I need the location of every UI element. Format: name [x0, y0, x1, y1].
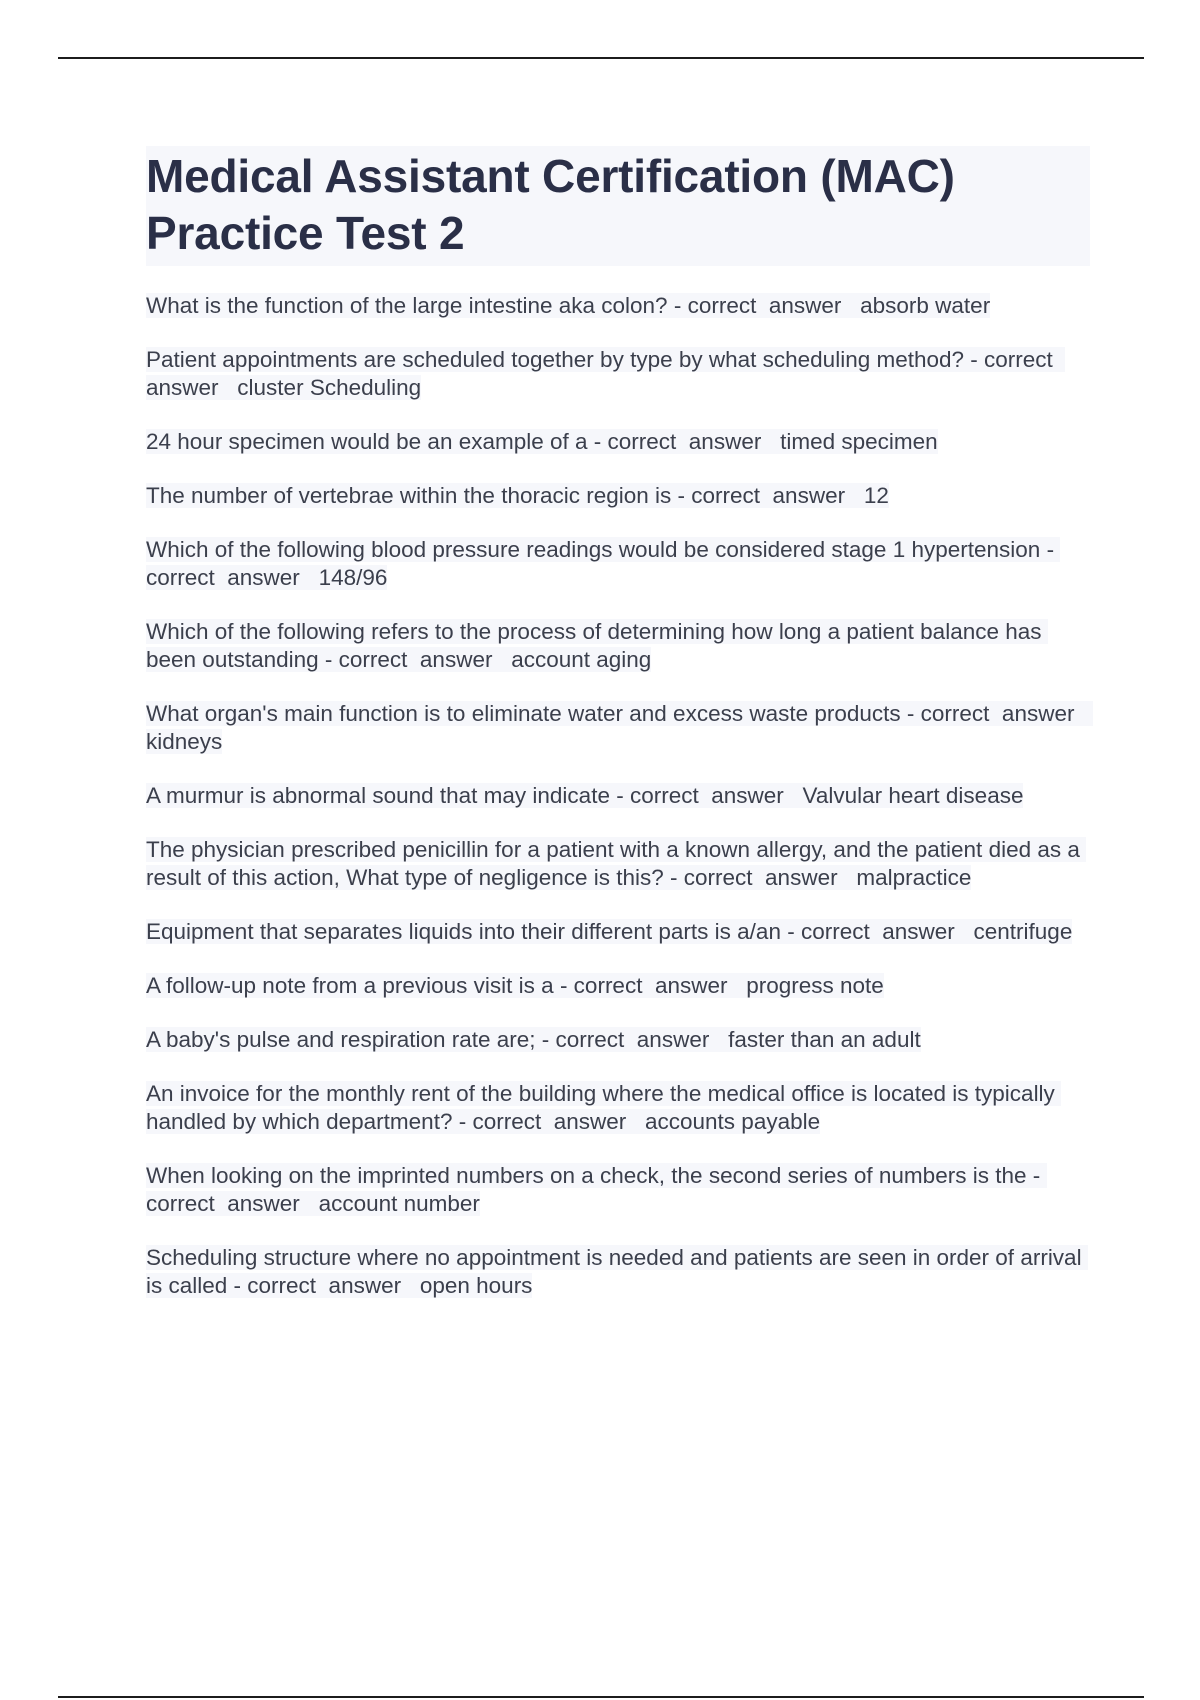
answer-separator: - correct answer: [227, 1273, 420, 1298]
answer-separator: - correct answer: [900, 701, 1094, 726]
answer-separator: - correct answer: [663, 865, 857, 890]
answer-text: Valvular heart disease: [802, 783, 1024, 808]
answer-separator: - correct answer: [553, 973, 747, 998]
question-answer-list: [146, 292, 1094, 1300]
question-text: Which of the following refers to the process of determining how long a patient balance has been outstanding: [146, 619, 1048, 672]
answer-text: centrifuge: [973, 919, 1073, 944]
answer-text: accounts payable: [645, 1109, 821, 1134]
qa-item: [146, 482, 1090, 510]
question-text: Patient appointments are scheduled together by type by what scheduling method?: [146, 347, 965, 372]
qa-text: [146, 347, 1065, 400]
question-text: Scheduling structure where no appointment is needed and patients are seen in order of arrival is called: [146, 1245, 1088, 1298]
answer-text: kidneys: [146, 729, 223, 754]
qa-text: [146, 1245, 1088, 1298]
qa-item: [146, 972, 1090, 1000]
question-text: 24 hour specimen would be an example of a: [146, 429, 588, 454]
title-block: [146, 146, 1090, 266]
answer-text: timed specimen: [780, 429, 938, 454]
top-rule: [58, 57, 1144, 59]
qa-text: [146, 483, 889, 508]
answer-text: malpractice: [856, 865, 972, 890]
answer-separator: - correct answer: [318, 647, 512, 672]
qa-text: [146, 429, 938, 454]
answer-separator: - correct answer: [780, 919, 974, 944]
qa-text: [146, 701, 1093, 754]
question-text: A murmur is abnormal sound that may indicate: [146, 783, 610, 808]
qa-text: [146, 837, 1086, 890]
answer-separator: - correct answer: [146, 1163, 1047, 1216]
qa-item: [146, 536, 1090, 592]
answer-separator: - correct answer: [535, 1027, 729, 1052]
answer-separator: - correct answer: [587, 429, 781, 454]
question-text: When looking on the imprinted numbers on a check, the second series of numbers is the: [146, 1163, 1027, 1188]
answer-text: 12: [863, 483, 889, 508]
answer-separator: - correct answer: [146, 537, 1061, 590]
document-title: Medical Assistant Certification (MAC) Practice Test 2: [146, 150, 955, 259]
qa-text: [146, 1081, 1061, 1134]
question-text: What organ's main function is to eliminate water and excess waste products: [146, 701, 901, 726]
qa-item: [146, 918, 1090, 946]
answer-separator: - correct answer: [609, 783, 803, 808]
answer-text: cluster Scheduling: [237, 375, 422, 400]
document-body: [146, 146, 1094, 1326]
answer-separator: - correct answer: [671, 483, 864, 508]
answer-text: absorb water: [860, 293, 991, 318]
question-text: A follow-up note from a previous visit is a: [146, 973, 554, 998]
qa-text: [146, 1027, 921, 1052]
qa-item: [146, 292, 1090, 320]
qa-item: [146, 1244, 1090, 1300]
answer-text: 148/96: [318, 565, 388, 590]
answer-text: faster than an adult: [728, 1027, 921, 1052]
question-text: The number of vertebrae within the thoracic region is: [146, 483, 672, 508]
qa-item: [146, 1080, 1090, 1136]
qa-item: [146, 346, 1090, 402]
qa-text: [146, 973, 884, 998]
answer-separator: - correct answer: [667, 293, 861, 318]
answer-text: account number: [318, 1191, 480, 1216]
question-text: Which of the following blood pressure readings would be considered stage 1 hypertension: [146, 537, 1041, 562]
qa-text: [146, 537, 1060, 590]
qa-text: [146, 619, 1048, 672]
question-text: An invoice for the monthly rent of the building where the medical office is located is typically handled by which department?: [146, 1081, 1062, 1134]
qa-item: [146, 428, 1090, 456]
question-text: What is the function of the large intestine aka colon?: [146, 293, 668, 318]
qa-item: [146, 836, 1090, 892]
bottom-rule: [58, 1696, 1144, 1698]
qa-text: [146, 293, 990, 318]
qa-text: [146, 1163, 1047, 1216]
question-text: Equipment that separates liquids into their different parts is a/an: [146, 919, 781, 944]
qa-text: [146, 919, 1072, 944]
question-text: A baby's pulse and respiration rate are;: [146, 1027, 536, 1052]
answer-text: open hours: [419, 1273, 533, 1298]
qa-item: [146, 1026, 1090, 1054]
answer-text: account aging: [511, 647, 652, 672]
answer-text: progress note: [746, 973, 884, 998]
qa-item: [146, 618, 1090, 674]
answer-separator: - correct answer: [452, 1109, 645, 1134]
answer-separator: - correct answer: [146, 347, 1066, 400]
qa-item: [146, 782, 1090, 810]
question-text: The physician prescribed penicillin for a patient with a known allergy, and the patient died as a result of this action, What type of negligence is this?: [146, 837, 1087, 890]
qa-text: [146, 783, 1023, 808]
qa-item: [146, 700, 1094, 756]
qa-item: [146, 1162, 1090, 1218]
